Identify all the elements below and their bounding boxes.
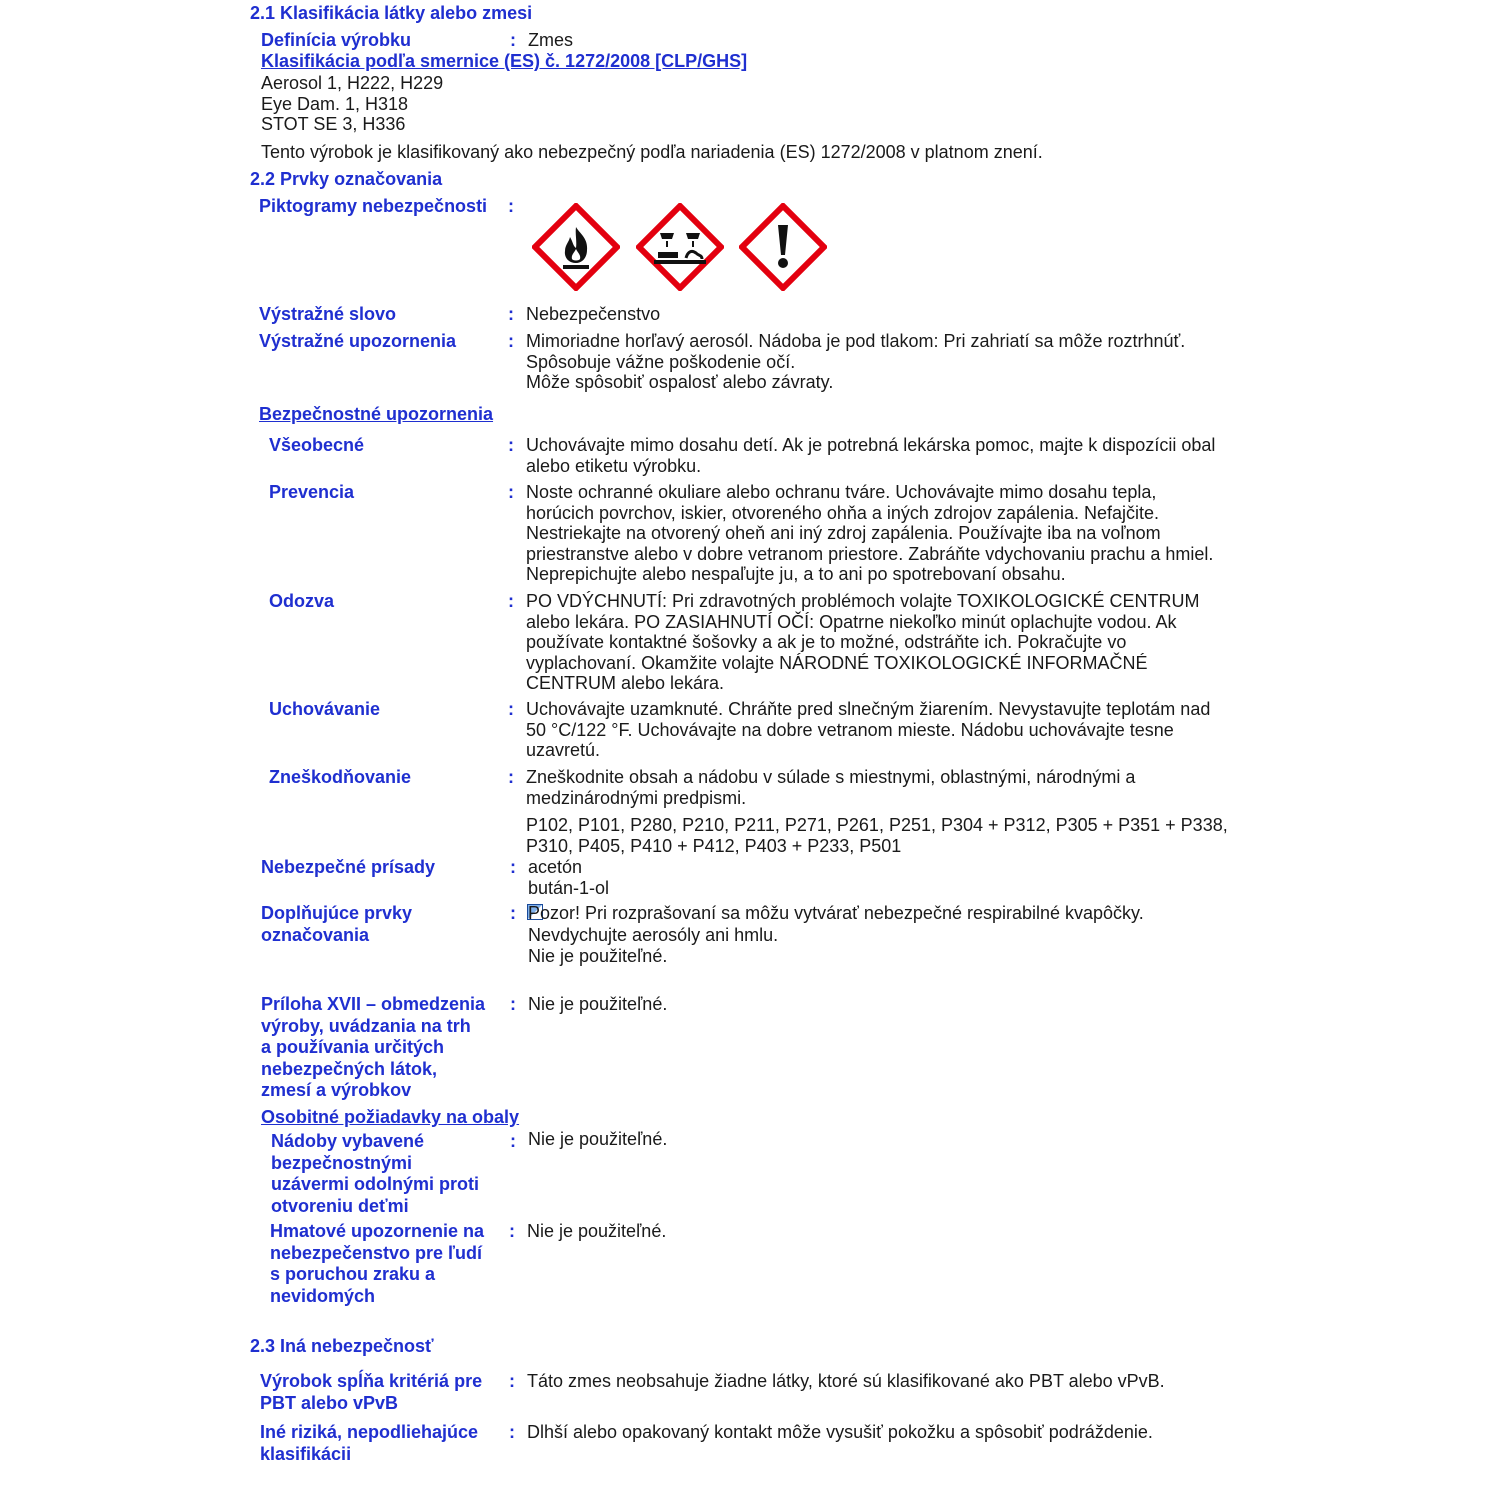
hmatove-value: Nie je použiteľné. bbox=[527, 1221, 667, 1241]
colon: : bbox=[510, 30, 516, 50]
pbt-label bbox=[260, 1371, 482, 1414]
flame-pictogram-icon bbox=[532, 203, 620, 296]
classification-list bbox=[261, 73, 443, 135]
text-line: medzinárodnými predpismi. bbox=[526, 787, 747, 808]
label-line: nebezpečenstvo pre ľudí bbox=[270, 1242, 482, 1263]
text-line: Neprepichujte alebo nespaľujte ju, a to ani po spotrebovaní obsahu. bbox=[526, 564, 1066, 585]
priloha-value: Nie je použiteľné. bbox=[528, 994, 668, 1014]
vseobecne-value bbox=[526, 435, 1215, 476]
vystrazne-upozornenia-value bbox=[526, 331, 1185, 393]
klasifikacia-link[interactable]: Klasifikácia podľa smernice (ES) č. 1272/2008 [CLP/GHS] bbox=[261, 51, 748, 71]
text-line: priestranstve alebo v dobre vetranom priestore. Zabráňte vdychovaniu prachu a hmiel. bbox=[526, 543, 1214, 564]
label-line: a používania určitých bbox=[261, 1037, 445, 1057]
text-line: Mimoriadne horľavý aerosól. Nádoba je pod tlakom: Pri zahriatí sa môže roztrhnúť. bbox=[526, 331, 1186, 351]
colon: : bbox=[508, 482, 514, 502]
text-line: Zneškodnite obsah a nádobu v súlade s miestnymi, oblastnými, národnými a bbox=[526, 767, 1136, 787]
colon: : bbox=[509, 1371, 515, 1391]
text-line: Nie je použiteľné. bbox=[528, 946, 668, 966]
label-line: bezpečnostnými bbox=[271, 1152, 413, 1173]
text-line: P102, P101, P280, P210, P211, P271, P261, P251, P304 + P312, P305 + P351 + P338, bbox=[526, 815, 1228, 835]
uchovavanie-label: Uchovávanie bbox=[269, 699, 381, 719]
bezpecnostne-upozornenia-link[interactable]: Bezpečnostné upozornenia bbox=[259, 404, 494, 424]
definicia-label: Definícia výrobku bbox=[261, 30, 412, 50]
obaly-link[interactable]: Osobitné požiadavky na obaly bbox=[261, 1107, 520, 1127]
vystrazne-slovo-label: Výstražné slovo bbox=[259, 304, 397, 324]
prevencia-label: Prevencia bbox=[269, 482, 355, 502]
zneskodnovanie-label: Zneškodňovanie bbox=[269, 767, 412, 787]
text-line: používate kontaktné šošovky a ak je to možné, odstráňte ich. Pokračujte vo bbox=[526, 632, 1127, 653]
text-line: vyplachovaní. Okamžite volajte NÁRODNÉ TOXIKOLOGICKÉ INFORMAČNÉ bbox=[526, 652, 1148, 673]
odozva-label: Odozva bbox=[269, 591, 335, 611]
text-line: Uchovávajte uzamknuté. Chráňte pred slnečným žiarením. Nevystavujte teplotám nad bbox=[526, 699, 1211, 719]
odozva-value bbox=[526, 591, 1200, 694]
colon: : bbox=[508, 699, 514, 719]
text-line: bután-1-ol bbox=[528, 877, 610, 898]
text-line: Nestriekajte na otvorený oheň ani iný zdroj zapálenia. Používajte iba na voľnom bbox=[526, 523, 1161, 544]
text-line: uzavretú. bbox=[526, 740, 601, 761]
text-line: 50 °C/122 °F. Uchovávajte na dobre vetranom mieste. Nádobu uchovávajte tesne bbox=[526, 719, 1174, 740]
label-line: výroby, uvádzania na trh bbox=[261, 1015, 471, 1036]
doplnujuce-value bbox=[528, 903, 1144, 968]
nadoby-value: Nie je použiteľné. bbox=[528, 1129, 668, 1149]
text-line: Uchovávajte mimo dosahu detí. Ak je potrebná lekárska pomoc, majte k dispozícii obal bbox=[526, 435, 1216, 455]
vseobecne-label: Všeobecné bbox=[269, 435, 365, 455]
colon: : bbox=[508, 331, 514, 351]
label-line: zmesí a výrobkov bbox=[261, 1080, 412, 1100]
text-line: acetón bbox=[528, 857, 583, 877]
text-line: Nevdychujte aerosóly ani hmlu. bbox=[528, 924, 779, 945]
prevencia-value bbox=[526, 482, 1213, 585]
text-line: alebo etiketu výrobku. bbox=[526, 455, 702, 476]
classification-item: Aerosol 1, H222, H229 bbox=[261, 73, 444, 93]
vystrazne-upozornenia-label: Výstražné upozornenia bbox=[259, 331, 457, 351]
p-codes bbox=[526, 815, 1228, 856]
text-line: Spôsobuje vážne poškodenie očí. bbox=[526, 351, 796, 372]
label-line: Príloha XVII – obmedzenia bbox=[261, 994, 486, 1014]
text-line: horúcich povrchov, iskier, otvoreného ohňa a iných zdrojov zapálenia. Nefajčite. bbox=[526, 502, 1160, 523]
ine-rizika-value: Dlhší alebo opakovaný kontakt môže vysušiť pokožku a spôsobiť podráždenie. bbox=[527, 1422, 1153, 1442]
label-line: Hmatové upozornenie na bbox=[270, 1221, 485, 1241]
label-line: s poruchou zraku a bbox=[270, 1264, 436, 1284]
colon: : bbox=[510, 857, 516, 877]
section-2-2-title: 2.2 Prvky označovania bbox=[250, 169, 443, 189]
colon: : bbox=[509, 1422, 515, 1442]
label-line: Výrobok spĺňa kritériá pre bbox=[260, 1371, 483, 1391]
colon: : bbox=[510, 994, 516, 1014]
vystrazne-slovo-value: Nebezpečenstvo bbox=[526, 304, 661, 324]
text-line: CENTRUM alebo lekára. bbox=[526, 673, 725, 694]
priloha-label bbox=[261, 994, 485, 1102]
doplnujuce-label bbox=[261, 903, 412, 946]
colon: : bbox=[509, 1221, 515, 1241]
colon: : bbox=[510, 903, 516, 923]
label-line: označovania bbox=[261, 924, 370, 945]
classification-item: Eye Dam. 1, H318 bbox=[261, 93, 409, 114]
exclamation-pictogram-icon bbox=[739, 203, 827, 296]
definicia-value: Zmes bbox=[528, 30, 573, 50]
text-line: Noste ochranné okuliare alebo ochranu tváre. Uchovávajte mimo dosahu tepla, bbox=[526, 482, 1157, 502]
label-line: uzávermi odolnými proti bbox=[271, 1174, 480, 1194]
colon: : bbox=[508, 304, 514, 324]
classification-statement: Tento výrobok je klasifikovaný ako nebezpečný podľa nariadenia (ES) 1272/2008 v platnom znení. bbox=[261, 142, 1043, 162]
label-line: Iné riziká, nepodliehajúce bbox=[260, 1422, 479, 1442]
colon: : bbox=[508, 591, 514, 611]
label-line: Nádoby vybavené bbox=[271, 1131, 425, 1151]
prisady-label: Nebezpečné prísady bbox=[261, 857, 436, 877]
hmatove-label bbox=[270, 1221, 484, 1307]
ine-rizika-label bbox=[260, 1422, 478, 1465]
label-line: nebezpečných látok, bbox=[261, 1058, 438, 1079]
text-line: Pozor! Pri rozprašovaní sa môžu vytvárať nebezpečné respirabilné kvapôčky. bbox=[528, 903, 1144, 923]
prisady-value bbox=[528, 857, 609, 898]
label-line: klasifikácii bbox=[260, 1443, 352, 1464]
uchovavanie-value bbox=[526, 699, 1210, 761]
colon: : bbox=[508, 435, 514, 455]
label-line: otvoreniu deťmi bbox=[271, 1195, 409, 1216]
label-line: nevidomých bbox=[270, 1285, 376, 1306]
colon: : bbox=[508, 767, 514, 787]
section-2-1-title: 2.1 Klasifikácia látky alebo zmesi bbox=[250, 3, 533, 23]
colon: : bbox=[510, 1131, 516, 1151]
section-2-3-title: 2.3 Iná nebezpečnosť bbox=[250, 1336, 434, 1356]
zneskodnovanie-value bbox=[526, 767, 1135, 808]
text-line: Môže spôsobiť ospalosť alebo závraty. bbox=[526, 372, 834, 393]
colon: : bbox=[508, 196, 514, 216]
label-line: Doplňujúce prvky bbox=[261, 903, 413, 923]
piktogramy-label: Piktogramy nebezpečnosti bbox=[259, 196, 488, 216]
pbt-value: Táto zmes neobsahuje žiadne látky, ktoré sú klasifikované ako PBT alebo vPvB. bbox=[527, 1371, 1165, 1391]
text-line: P310, P405, P410 + P412, P403 + P233, P501 bbox=[526, 835, 902, 856]
nadoby-label bbox=[271, 1131, 479, 1217]
corrosion-pictogram-icon bbox=[636, 203, 724, 296]
label-line: PBT alebo vPvB bbox=[260, 1392, 399, 1413]
classification-item: STOT SE 3, H336 bbox=[261, 114, 406, 135]
text-line: PO VDÝCHNUTÍ: Pri zdravotných problémoch volajte TOXIKOLOGICKÉ CENTRUM bbox=[526, 591, 1200, 611]
text-line: alebo lekára. PO ZASIAHNUTÍ OČÍ: Opatrne niekoľko minút oplachujte vodou. Ak bbox=[526, 611, 1177, 632]
